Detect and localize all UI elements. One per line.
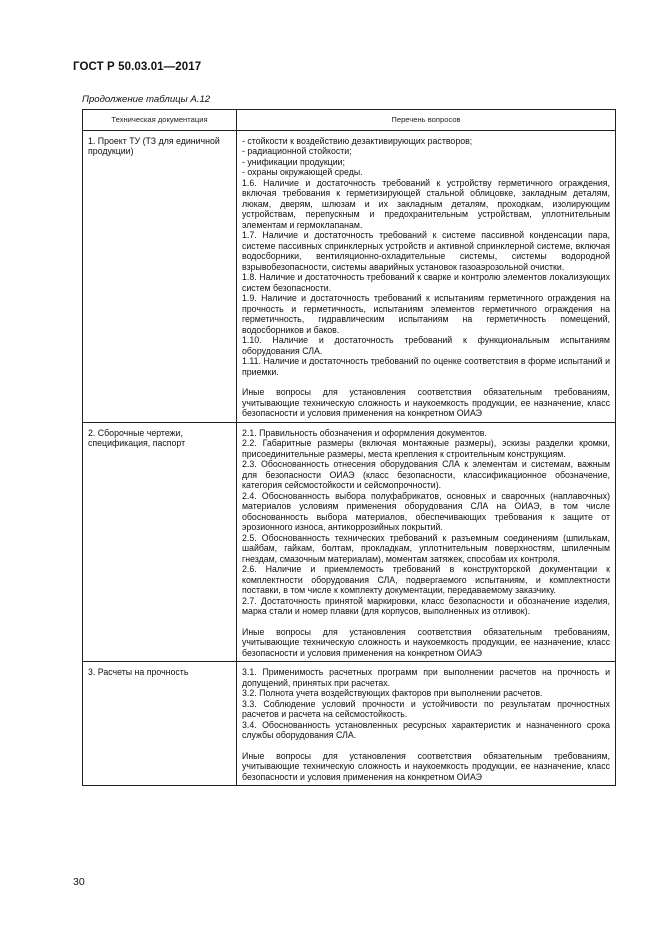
questions-cell	[237, 662, 616, 786]
documentation-cell: 2. Сборочные чертежи, спецификация, паспорт	[83, 422, 237, 662]
question-item: 1.9. Наличие и достаточность требований к испытаниям герметичного ограждения на прочность и герметичность, испытаниям элементов герметичного ограждения на герметичность, гидравлическим испытаниям на герметичность помещений, водосборников и баков.	[242, 293, 610, 335]
table-body	[83, 130, 616, 786]
question-item: 2.7. Достаточность принятой маркировки, класс безопасности и обозначение изделия, марка стали и номер плавки (для корпусов, выполненных из отливок).	[242, 595, 610, 616]
questions-cell	[237, 422, 616, 662]
question-item: 2.3. Обоснованность отнесения оборудования СЛА к элементам и системам, важным для безопасности ОИАЭ (класс безопасности, классификационное обозначение, категория сейсмостойкости и сейсмопрочности).	[242, 459, 610, 490]
question-item: 2.4. Обоснованность выбора полуфабрикатов, основных и сварочных (наплавочных) материалов условиям применения оборудования СЛА на ОИАЭ, в том числе обоснованность выбора материалов, обеспечивающих требования к защите от эрозионного износа, антикоррозийных покрытий.	[242, 490, 610, 532]
column-header-documentation: Техническая документация	[83, 110, 237, 131]
table-caption: Продолжение таблицы А.12	[82, 94, 211, 105]
question-item: 1.6. Наличие и достаточность требований к устройству герметичного ограждения, включая требования к герметизирующей стальной облицовке, закладным деталям, люкам, дверям, шлюзам и их закладным деталям, проходкам, изолирующим устройствам, перепускным и предохранительным устройствам, уплотнительным элементам и гермоклапанам.	[242, 177, 610, 230]
closing-statement: Иные вопросы для установления соответствия обязательным требованиям, учитывающие техническую сложность и наукоемкость продукции, ее назначение, класс безопасности и условия применения на конкретном ОИАЭ	[242, 750, 610, 782]
question-item: 3.4. Обоснованность установленных ресурсных характеристик и назначенного срока службы оборудования СЛА.	[242, 719, 610, 740]
paragraph-gap	[242, 377, 610, 387]
paragraph-gap	[242, 617, 610, 627]
requirements-table	[82, 109, 616, 786]
question-item: - радиационной стойкости;	[242, 146, 352, 156]
question-item: 3.2. Полнота учета воздействующих факторов при выполнении расчетов.	[242, 688, 543, 698]
question-item: 1.7. Наличие и достаточность требований к системе пассивной конденсации пара, системе пассивных спринклерных устройств и активной спринклерной системе, включая водосборники, вентиляционно-охладительные системы, системы водородной взрывобезопасности, системы аварийных установок газоаэрозольной очистки.	[242, 230, 610, 272]
paragraph-gap	[242, 741, 610, 751]
question-item: 2.5. Обоснованность технических требований к разъемным соединениям (шпилькам, шайбам, гайкам, болтам, прокладкам, уплотнительным поверхностям, шпилечным гнездам, смазочным материалам), моментам затяжек, способам их контроля.	[242, 532, 610, 564]
table-header-row	[83, 110, 616, 131]
closing-statement: Иные вопросы для установления соответствия обязательным требованиям, учитывающие техническую сложность и наукоемкость продукции, ее назначение, класс безопасности и условия применения на конкретном ОИАЭ	[242, 626, 610, 658]
question-item: 2.2. Габаритные размеры (включая монтажные размеры), эскизы разделки кромки, присоединительные размеры, места крепления к строительным конструкциям.	[242, 438, 610, 459]
question-item: 3.3. Соблюдение условий прочности и устойчивости по результатам прочностных расчетов и расчета на сейсмостойкость.	[242, 698, 610, 719]
document-header: ГОСТ Р 50.03.01—2017	[73, 61, 202, 73]
table-row	[83, 662, 616, 786]
closing-statement: Иные вопросы для установления соответствия обязательным требованиям, учитывающие техническую сложность и наукоемкость продукции, ее назначение, класс безопасности и условия применения на конкретном ОИАЭ	[242, 387, 610, 418]
question-item: - унификации продукции;	[242, 156, 345, 167]
question-item: 2.6. Наличие и приемлемость требований в конструкторской документации к комплектности оборудования СЛА, подвергаемого испытаниям, и комплектности поставки, в том числе к комплекту документации, передаваемому заказчику.	[242, 564, 610, 595]
question-item: 3.1. Применимость расчетных программ при выполнении расчетов на прочность и допущений, принятых при расчетах.	[242, 667, 610, 688]
documentation-cell: 1. Проект ТУ (ТЗ для единичной продукции)	[83, 130, 237, 422]
question-item: 1.11. Наличие и достаточность требований по оценке соответствия в форме испытаний и приемки.	[242, 356, 610, 377]
question-item: - стойкости к воздействию дезактивирующих растворов;	[242, 135, 473, 146]
documentation-cell: 3. Расчеты на прочность	[83, 662, 237, 786]
table-row	[83, 130, 616, 422]
question-item: 1.10. Наличие и достаточность требований к функциональным испытаниям оборудования СЛА.	[242, 335, 610, 356]
column-header-questions: Перечень вопросов	[237, 110, 616, 131]
page-number: 30	[73, 876, 85, 888]
question-item: 2.1. Правильность обозначения и оформления документов.	[242, 427, 487, 438]
question-item: 1.8. Наличие и достаточность требований к сварке и контролю элементов локализующих систем безопасности.	[242, 272, 610, 293]
question-item: - охраны окружающей среды.	[242, 167, 363, 177]
table-row	[83, 422, 616, 662]
questions-cell	[237, 130, 616, 422]
